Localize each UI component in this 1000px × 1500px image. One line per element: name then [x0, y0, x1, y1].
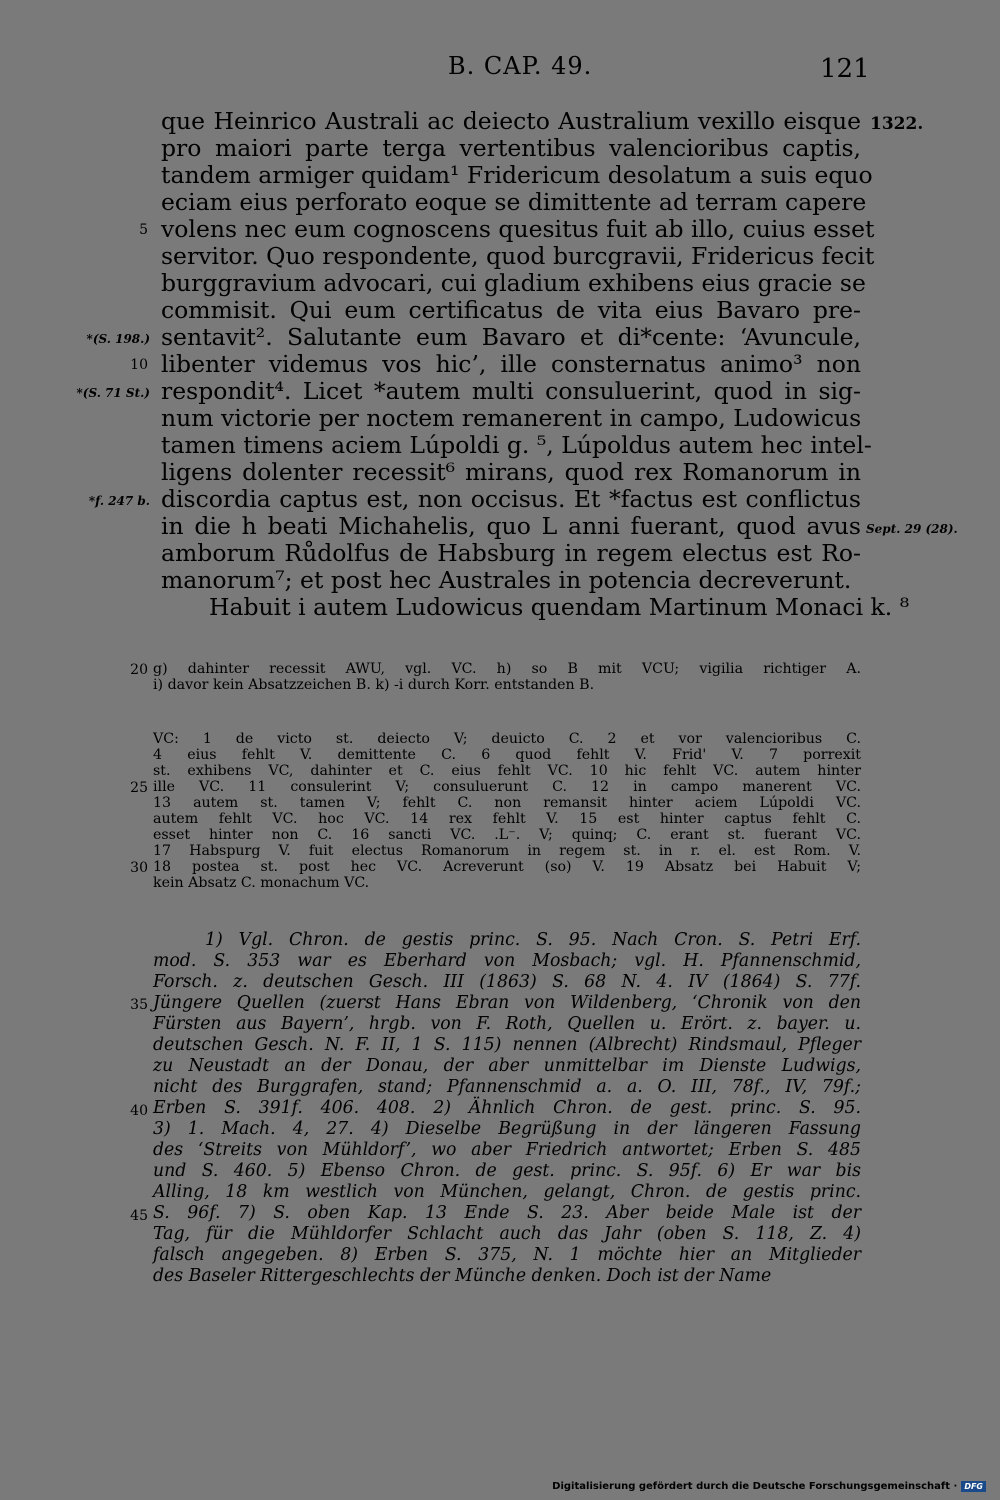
apparatus-line: kein Absatz C. monachum VC.	[153, 875, 370, 891]
main-line: tandem armiger quidam¹ Fridericum desolatum a suis equo	[161, 161, 873, 189]
main-line: servitor. Quo respondente, quod burcgravii, Fridericus fecit	[161, 242, 875, 270]
footnote-line: Erben S. 391f. 406. 408. 2) Ähnlich Chron. de gest. princ. S. 95.	[153, 1098, 861, 1118]
footnote-line: Jüngere Quellen (zuerst Hans Ebran von Wildenberg, ‘Chronik von den	[153, 993, 861, 1013]
funding-text: Digitalisierung gefördert durch die Deutsche Forschungsgemeinschaft ·	[552, 1481, 958, 1492]
main-line: in die h beati Michahelis, quo L anni fuerant, quod avus	[161, 512, 861, 540]
main-line: manorum⁷; et post hec Australes in potencia decreverunt.	[161, 566, 852, 594]
dfg-logo: DFG	[961, 1481, 986, 1492]
line-number: 20	[130, 662, 148, 678]
apparatus-line: ille VC. 11 consulerint V; consuluerunt C. 12 in campo manerent VC.	[153, 779, 861, 795]
footnote-line: Tag, für die Mühldorfer Schlacht auch das Jahr (oben S. 118, Z. 4)	[153, 1224, 861, 1244]
running-title: B. CAP. 49.	[448, 52, 593, 80]
main-line: pro maiori parte terga vertentibus valencioribus captis,	[161, 134, 861, 162]
footnote-line: falsch angegeben. 8) Erben S. 375, N. 1 möchte hier an Mitglieder	[153, 1245, 861, 1265]
main-line: num victorie per noctem remanerent in campo, Ludowicus	[161, 404, 862, 432]
main-line: ligens dolenter recessit⁶ mirans, quod rex Romanorum in	[161, 458, 861, 486]
funding-footer	[552, 1481, 986, 1492]
margin-note-right: 1322.	[870, 114, 924, 134]
main-line: volens nec eum cognoscens quesitus fuit ab illo, cuius esset	[161, 215, 875, 243]
margin-note-right: Sept. 29 (28).	[866, 522, 958, 536]
page-number: 121	[820, 54, 870, 84]
line-number: 35	[130, 997, 148, 1013]
main-line: sentavit². Salutante eum Bavaro et di*cente: ‘Avuncule,	[161, 323, 861, 351]
footnote-line: zu Neustadt an der Donau, der aber unmittelbar im Dienste Ludwigs,	[153, 1056, 861, 1076]
margin-note-left: *(S. 198.)	[86, 332, 150, 346]
footnote-line: nicht des Burggrafen, stand; Pfannenschmid a. a. O. III, 78f., IV, 79f.;	[153, 1077, 861, 1097]
footnote-line: Forsch. z. deutschen Gesch. III (1863) S. 68 N. 4. IV (1864) S. 77f.	[153, 972, 861, 992]
main-line: commisit. Qui eum certificatus de vita eius Bavaro pre-	[161, 296, 861, 324]
main-line: discordia captus est, non occisus. Et *factus est conflictus	[161, 485, 861, 513]
apparatus-line: 13 autem st. tamen V; fehlt C. non remansit hinter aciem Lúpoldi VC.	[153, 795, 861, 811]
footnote-line: 1) Vgl. Chron. de gestis princ. S. 95. Nach Cron. S. Petri Erf.	[205, 930, 861, 950]
line-number: 25	[130, 780, 148, 796]
line-number: 30	[130, 860, 148, 876]
line-number: 10	[130, 357, 148, 373]
apparatus-line: 17 Habspurg V. fuit electus Romanorum in regem st. in r. el. est Rom. V.	[153, 843, 861, 859]
apparatus-line: autem fehlt VC. hoc VC. 14 rex fehlt V. 15 est hinter captus fehlt C.	[153, 811, 861, 827]
footnote-line: deutschen Gesch. N. F. II, 1 S. 115) nennen (Albrecht) Rindsmaul, Pfleger	[153, 1035, 861, 1055]
line-number: 5	[139, 222, 148, 238]
main-line: libenter videmus vos hic’, ille consternatus animo³ non	[161, 350, 861, 378]
apparatus-line: VC: 1 de victo st. deiecto V; deuicto C. 2 et vor valencioribus C.	[153, 731, 861, 747]
footnote-line: Fürsten aus Bayern’, hrgb. von F. Roth, Quellen u. Erört. z. bayer. u.	[153, 1014, 861, 1034]
footnote-line: des Baseler Rittergeschlechts der Münche denken. Doch ist der Name	[153, 1266, 772, 1286]
main-line: Habuit i autem Ludowicus quendam Martinum Monaci k. ⁸	[209, 593, 910, 621]
main-line: que Heinrico Australi ac deiecto Australium vexillo eisque	[161, 107, 861, 135]
footnote-line: 3) 1. Mach. 4, 27. 4) Dieselbe Begrüßung in der längeren Fassung	[153, 1119, 861, 1139]
footnote-line: und S. 460. 5) Ebenso Chron. de gest. princ. S. 95f. 6) Er war bis	[153, 1161, 861, 1181]
main-line: tamen timens aciem Lúpoldi g. ⁵, Lúpoldus autem hec intel-	[161, 431, 872, 459]
main-line: amborum Růdolfus de Habsburg in regem electus est Ro-	[161, 539, 861, 567]
line-number: 40	[130, 1103, 148, 1119]
footnote-line: des ‘Streits von Mühldorf’, wo aber Friedrich antwortet; Erben S. 485	[153, 1140, 861, 1160]
textual-note-line: g) dahinter recessit AWU, vgl. VC. h) so B mit VCU; vigilia richtiger A.	[153, 661, 861, 677]
footnote-line: mod. S. 353 war es Eberhard von Mosbach; vgl. H. Pfannenschmid,	[153, 951, 861, 971]
line-number: 45	[130, 1208, 148, 1224]
apparatus-line: 18 postea st. post hec VC. Acreverunt (so) V. 19 Absatz bei Habuit V;	[153, 859, 861, 875]
main-line: eciam eius perforato eoque se dimittente ad terram capere	[161, 188, 867, 216]
margin-note-left: *f. 247 b.	[88, 494, 150, 508]
apparatus-line: 4 eius fehlt V. demittente C. 6 quod fehlt V. Frid' V. 7 porrexit	[153, 747, 861, 763]
main-line: respondit⁴. Licet *autem multi consuluerint, quod in sig-	[161, 377, 861, 405]
footnote-line: Alling, 18 km westlich von München, gelangt, Chron. de gestis princ.	[153, 1182, 861, 1202]
main-line: burggravium advocari, cui gladium exhibens eius gracie se	[161, 269, 866, 297]
textual-note-line: i) davor kein Absatzzeichen B. k) -i durch Korr. entstanden B.	[153, 677, 595, 693]
apparatus-line: st. exhibens VC, dahinter et C. eius fehlt VC. 10 hic fehlt VC. autem hinter	[153, 763, 861, 779]
apparatus-line: esset hinter non C. 16 sancti VC. .L⁻. V; quinq; C. erant st. fuerant VC.	[153, 827, 861, 843]
margin-note-left: *(S. 71 St.)	[76, 386, 150, 400]
footnote-line: S. 96f. 7) S. oben Kap. 13 Ende S. 23. Aber beide Male ist der	[153, 1203, 861, 1223]
